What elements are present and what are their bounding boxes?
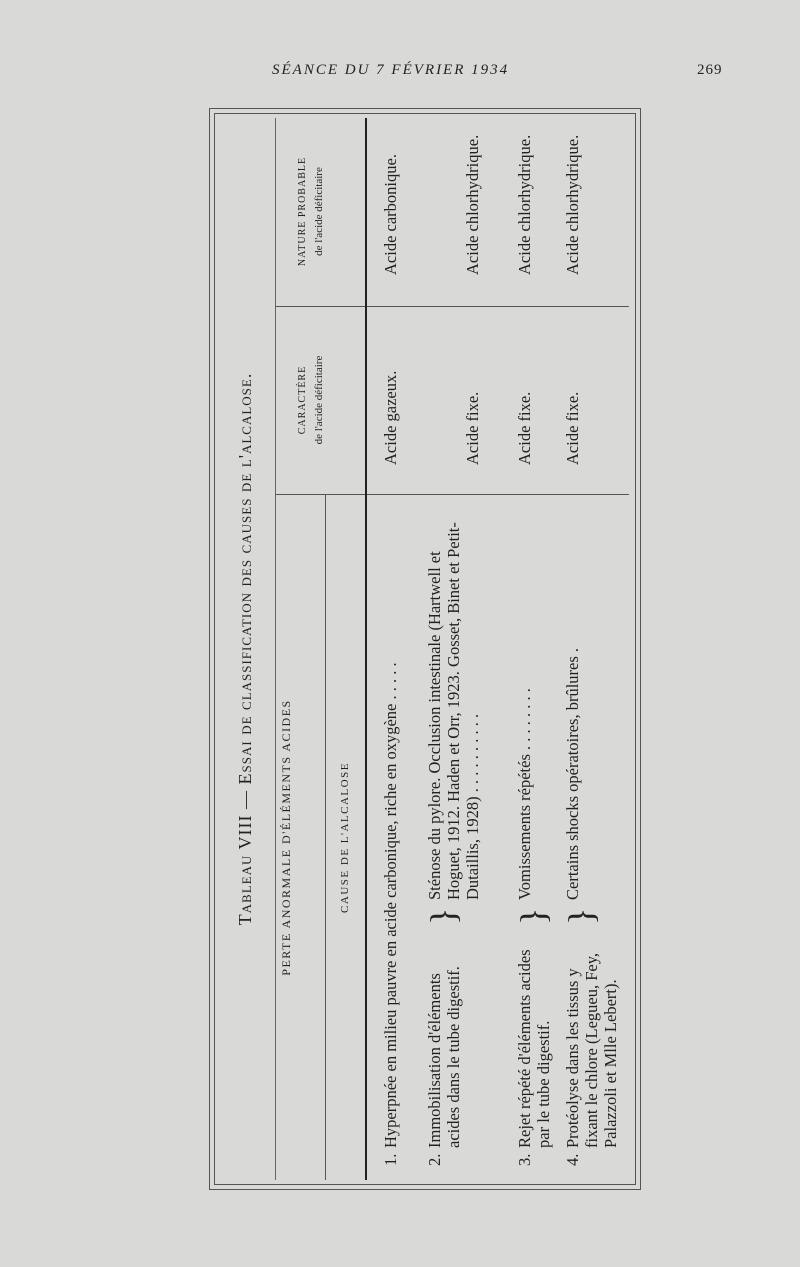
brace-symbol: } bbox=[513, 907, 553, 925]
row-number: 4. bbox=[563, 1153, 582, 1166]
header-rule bbox=[365, 118, 367, 1180]
group-header: PERTE ANORMALE D'ÉLÉMENTS ACIDES bbox=[279, 699, 293, 976]
running-head: SÉANCE DU 7 FÉVRIER 1934 bbox=[272, 62, 510, 78]
nature-header bbox=[295, 117, 327, 306]
row-nature: Acide chlorhydrique. bbox=[515, 134, 534, 275]
row-caractere: Acide fixe. bbox=[563, 391, 582, 465]
caractere-header-title: CARACTÈRE bbox=[297, 365, 308, 435]
table-caption bbox=[215, 118, 276, 1180]
table-inner-border bbox=[214, 113, 636, 1185]
row-detail: Sténose du pylore. Occlusion intestinale (Hartwell et Hoguet, 1912. Haden et Orr, 1923. Gosset, Binet et Petit-Dutaillis, 1928) . . . . . . . . . . bbox=[425, 522, 482, 900]
row-number: 2. bbox=[425, 1153, 444, 1166]
row-caractere: Acide fixe. bbox=[515, 391, 534, 465]
nature-header-title: NATURE PROBABLE bbox=[297, 156, 308, 267]
page-number: 269 bbox=[697, 62, 723, 78]
row-number: 3. bbox=[515, 1153, 534, 1166]
row-detail: Vomissements répétés . . . . . . . . bbox=[515, 688, 534, 900]
row-cause: Protéolyse dans les tissus y fixant le chlore (Legueu, Fey, Palazzoli et Mlle Lebert). bbox=[563, 952, 620, 1148]
row-nature: Acide carbonique. bbox=[381, 154, 400, 275]
row-cause: Rejet répété d'éléments acides par le tube digestif. bbox=[515, 949, 553, 1148]
row-caractere: Acide fixe. bbox=[463, 391, 482, 465]
row-detail: Certains shocks opératoires, brûlures . bbox=[563, 647, 582, 900]
row-caractere: Acide gazeux. bbox=[381, 370, 400, 465]
brace-symbol: } bbox=[423, 907, 463, 925]
brace-symbol: } bbox=[561, 907, 601, 925]
classification-table bbox=[209, 108, 641, 1190]
caractere-header bbox=[295, 306, 327, 494]
caption-text: Essai de classification des causes de l'alcalose. bbox=[235, 372, 255, 785]
row-nature: Acide chlorhydrique. bbox=[463, 134, 482, 275]
caractere-header-sub: de l'acide déficitaire bbox=[313, 355, 325, 445]
nature-header-sub: de l'acide déficitaire bbox=[313, 167, 325, 256]
caption-label: Tableau VIII bbox=[235, 814, 255, 926]
row-cause: Hyperpnée en milieu pauvre en acide carbonique, riche en oxygène . . . . . bbox=[381, 662, 400, 1148]
rotated-table bbox=[215, 118, 629, 1180]
table-body bbox=[275, 118, 629, 1180]
caption-dash: — bbox=[235, 784, 255, 815]
row-nature: Acide chlorhydrique. bbox=[563, 134, 582, 275]
page-header bbox=[0, 58, 800, 88]
row-cause: Immobilisation d'éléments acides dans le tube digestif. bbox=[425, 966, 463, 1148]
row-number: 1. bbox=[381, 1153, 400, 1166]
group-rule bbox=[325, 495, 326, 1180]
cause-header: CAUSE DE L'ALCALOSE bbox=[339, 762, 351, 913]
